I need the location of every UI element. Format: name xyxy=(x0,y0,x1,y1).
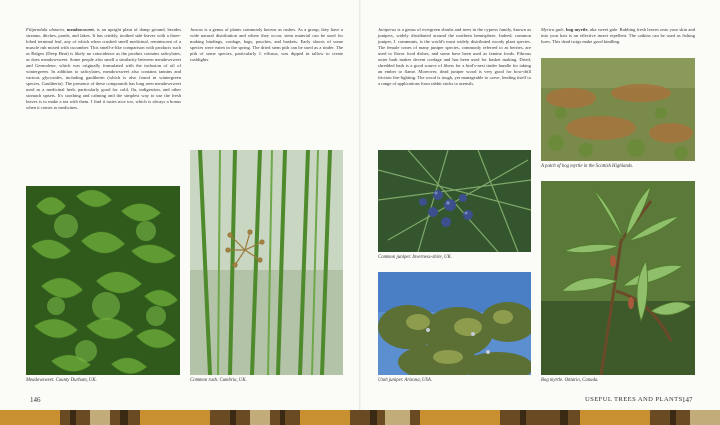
juncus-text xyxy=(190,27,343,63)
running-head: USEFUL TREES AND PLANTS xyxy=(585,396,683,403)
myrica-common: bog myrtle xyxy=(566,27,588,32)
common-juniper-photo xyxy=(378,150,531,252)
rush-caption: Common rush. Cumbria, UK. xyxy=(190,378,247,383)
meadowsweet-text: Filipendula ulmaria, meadowsweet, is an upright plant of damp ground, besides streams, ditches, ponds, and lakes. It has crinkly, toothed side leaves with a three-lobed terminal leaf, any of which when crushed smell medicinal, reminiscent of a muscle rub mixed with cucumber. This smell-a-like comparison with products such as Ralgex (Deep Heat) is likely no coincidence as the product contains salicylates, as does meadowsweet. Some people also smell a similarity between meadowsweet and Germolene, which was originally formulated with the inclusion of oil of wintergreen. In addition to salicylates, meadowsweet also contains tannins and various glycosides, including gaultherin (which is also found in wintergreen species, Gaultheria). The presence of these compounds has long seen meadowsweet used as a medicinal herb, particularly good for cold, flu, indigestion, and other stomach upsets. It's soothing and calming and the simplest way to use the fresh leaves is to make a tea with them. I find it tastes nice too, which is always a bonus when it comes to medicines. xyxy=(26,27,181,110)
myrica-text: Myrica gale, bog myrtle, aka sweet gale. Rubbing fresh leaves onto your skin and into your hair is an effective insect repellent. The catkins can be used as fishing lures. This dead twigs make good kindling. xyxy=(541,27,695,44)
utah-juniper-caption: Utah juniper. Arizona, USA. xyxy=(378,378,433,383)
myrica-body: , aka sweet gale. Rubbing fresh leaves onto your skin and into your hair is an effective insect repellent. The catkins can be used as fishing lures. This dead twigs make good kindling. xyxy=(541,27,695,44)
meadowsweet-common: meadowsweet xyxy=(66,27,94,32)
meadowsweet-photo xyxy=(26,186,180,375)
bog-myrtle-patch-caption: A patch of bog myrtle in the Scottish Highlands. xyxy=(541,164,634,169)
bog-myrtle-patch-photo xyxy=(541,58,695,161)
meadowsweet-body: , is an upright plant of damp ground, besides streams, ditches, ponds, and lakes. It has crinkly, toothed side leaves with a three-lobed terminal leaf, any of which when crushed smell medicinal, reminiscent of a muscle rub mixed with cucumber. This smell-a-like comparison with products such as Ralgex (Deep Heat) is likely no coincidence as the product contains salicylates, as does meadowsweet. Some people also smell a similarity between meadowsweet and Germolene, which was originally formulated with the inclusion of oil of wintergreen. In addition to salicylates, meadowsweet also contains tannins and various glycosides, including gaultherin (which is also found in wintergreen species, Gaultheria). The presence of these compounds has long seen meadowsweet used as a medicinal herb, particularly good for cold, flu, indigestion, and other stomach upsets. It's soothing and calming and the simplest way to use the fresh leaves is to make a tea with them. I find it tastes nice too, which is always a bonus when it comes to medicines. xyxy=(26,27,181,110)
common-juniper-caption: Common juniper. Inverness-shire, UK. xyxy=(378,255,452,260)
meadowsweet-latin: Filipendula ulmaria xyxy=(26,27,64,32)
gutter xyxy=(359,0,361,410)
myrica-latin: Myrica gale xyxy=(541,27,564,32)
juncus-latin: Juncus xyxy=(190,27,203,32)
left-page-number: 146 xyxy=(30,396,41,404)
footer-forest-strip xyxy=(0,410,720,425)
rush-photo xyxy=(190,150,343,375)
bog-myrtle-caption: Bog myrtle. Ontario, Canada. xyxy=(541,378,599,383)
utah-juniper-photo xyxy=(378,272,531,375)
bog-myrtle-photo xyxy=(541,181,695,375)
juniperus-latin: Juniperus xyxy=(378,27,397,32)
right-page-number: 147 xyxy=(682,396,693,404)
juncus-body: is a genus of plants commonly known as rushes. As a group, they have a wide natural distribution and where they occur, stem material can be used for making bindings, cordage, bags, pouches, and baskets. Early shoots of some species were eaten in the spring. The dried stem pith can be used as a tinder. The pith of some species, particularly J. effusus, was dipped in tallow to create rushlights. xyxy=(190,27,343,62)
juniperus-body: is a genus of evergreen shrubs and trees in the cypress family, known as junipers, widely distributed around the northern hemisphere. Indeed, common juniper, J. communis, is the world's most widely distributed woody plant species. The female cones of many juniper species, commonly referred to as berries, are used to flavor food dishes, and some have been used as famine foods. Fibrous outer bark makes decent cordage and has been used for basket making. Dried, shredded bark is a good source of fibers for a bird's-nest tinder bundle for taking an ember to flame. Moreover, dead juniper wood is very good for bow-drill friction fire-lighting. The wood is tough, yet manageable to carve, lending itself to a range of applications from rabbit sticks to utensils. xyxy=(378,27,531,86)
juniperus-text xyxy=(378,27,531,87)
meadowsweet-caption: Meadowsweet. County Durham, UK. xyxy=(26,378,97,383)
